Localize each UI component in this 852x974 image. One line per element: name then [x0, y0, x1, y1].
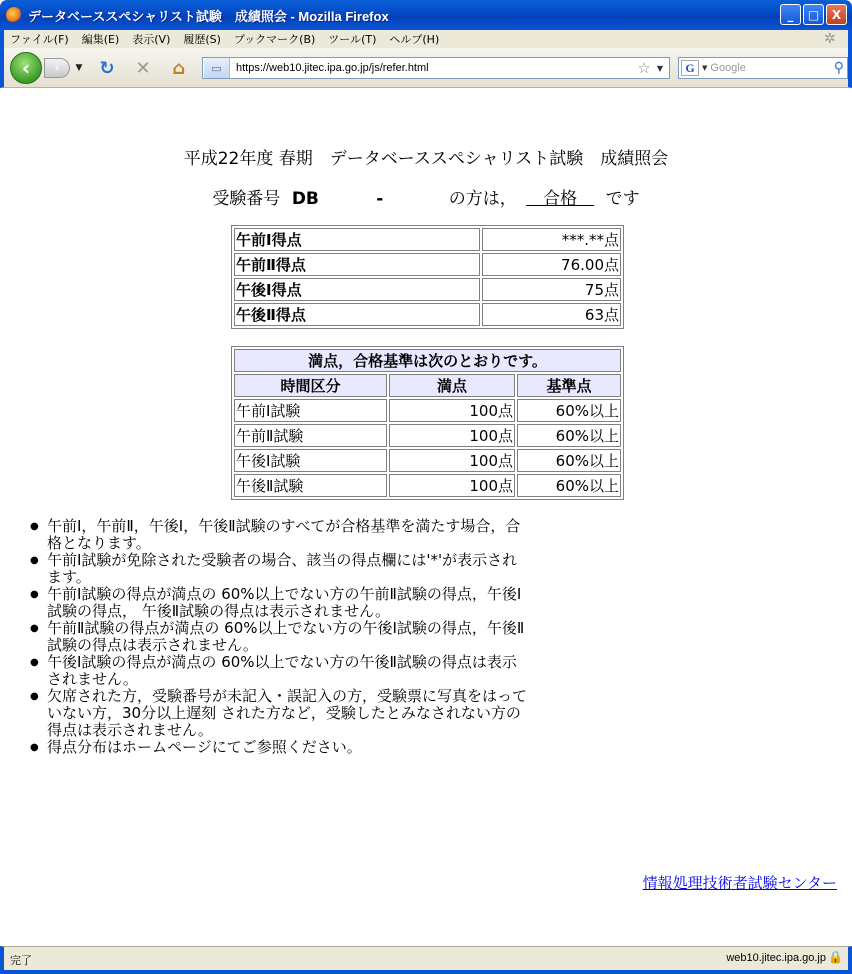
- score-label: 午後Ⅱ得点: [234, 303, 480, 326]
- standards-table: [231, 346, 624, 500]
- url-dropdown-icon[interactable]: ▼: [656, 63, 663, 73]
- table-row: [234, 399, 621, 422]
- table-row: [234, 278, 621, 301]
- status-text: 完了: [10, 955, 32, 967]
- home-icon[interactable]: ⌂: [172, 57, 186, 79]
- section-cell: 午前Ⅰ試験: [234, 399, 387, 422]
- menu-bar: [0, 30, 852, 48]
- column-header: 満点: [389, 374, 515, 397]
- table-row: [234, 474, 621, 497]
- score-value: 63点: [482, 303, 621, 326]
- pass-criteria-cell: 60%以上: [517, 474, 621, 497]
- page-title: 平成22年度 春期 データベーススペシャリスト試験 成績照会: [183, 149, 669, 169]
- page-content: [4, 88, 848, 946]
- url-text[interactable]: https://web10.jitec.ipa.go.jp/js/refer.html: [236, 62, 429, 74]
- pass-criteria-cell: 60%以上: [517, 399, 621, 422]
- score-value: 75点: [482, 278, 621, 301]
- column-header: 時間区分: [234, 374, 387, 397]
- google-engine-icon[interactable]: G: [681, 60, 699, 76]
- score-table: [231, 225, 624, 329]
- table-caption-row: [234, 349, 621, 372]
- jitec-home-link[interactable]: 情報処理技術者試験センター: [642, 874, 837, 892]
- list-item: ● 午前Ⅰ試験が免除された受験者の場合、該当の得点欄には'*'が表示されます。: [30, 552, 530, 586]
- history-dropdown-icon[interactable]: ▼: [75, 63, 83, 73]
- lock-icon[interactable]: 🔒: [828, 950, 843, 964]
- firefox-icon: [6, 7, 22, 23]
- notes-list: [30, 518, 530, 756]
- list-item: ● 午前Ⅰ，午前Ⅱ，午後Ⅰ，午後Ⅱ試験のすべてが合格基準を満たす場合，合格となります。: [30, 518, 530, 552]
- minimize-button[interactable]: _: [780, 4, 801, 25]
- menu-history[interactable]: 履歴(S): [183, 33, 221, 46]
- list-item: ● 午前Ⅱ試験の得点が満点の 60%以上でない方の午後Ⅰ試験の得点，午後Ⅱ試験の得点は表示されません。: [30, 620, 530, 654]
- search-engine-dropdown-icon[interactable]: ▼: [702, 64, 708, 72]
- section-cell: 午後Ⅱ試験: [234, 474, 387, 497]
- maximize-button[interactable]: □: [803, 4, 824, 25]
- section-cell: 午後Ⅰ試験: [234, 449, 387, 472]
- bookmark-star-icon[interactable]: ☆: [637, 59, 651, 77]
- score-label: 午後Ⅰ得点: [234, 278, 480, 301]
- forward-arrow-icon[interactable]: ›: [44, 58, 70, 78]
- back-arrow-icon[interactable]: ‹: [10, 52, 42, 84]
- table-row: [234, 424, 621, 447]
- result-prefix: 受験番号: [212, 189, 281, 209]
- score-label: 午前Ⅰ得点: [234, 228, 480, 251]
- result-line: [4, 184, 848, 209]
- page-icon[interactable]: ▭: [204, 58, 230, 78]
- exam-id-dash: -: [376, 189, 384, 209]
- reload-icon[interactable]: ↻: [99, 57, 115, 79]
- table-header-row: [234, 374, 621, 397]
- standards-caption: 満点，合格基準は次のとおりです。: [234, 349, 621, 372]
- list-item: ● 欠席された方，受験番号が未記入・誤記入の方，受験票に写真をはっていない方，30分以上遅刻 された方など，受験したとみなされない方の得点は表示されません。: [30, 688, 530, 739]
- full-score-cell: 100点: [389, 399, 515, 422]
- stop-icon[interactable]: ✕: [135, 57, 151, 79]
- search-bar[interactable]: [678, 57, 848, 79]
- score-value: 76.00点: [482, 253, 621, 276]
- menu-bookmarks[interactable]: ブックマーク(B): [233, 33, 316, 46]
- status-host: web10.jitec.ipa.go.jp: [726, 952, 826, 964]
- navigation-toolbar: [0, 48, 852, 88]
- search-icon[interactable]: ⚲: [833, 60, 844, 76]
- list-item: ● 得点分布はホームページにてご参照ください。: [30, 739, 530, 756]
- table-row: [234, 228, 621, 251]
- menu-edit[interactable]: 編集(E): [81, 33, 120, 46]
- menu-file[interactable]: ファイル(F): [10, 33, 69, 46]
- menu-help[interactable]: ヘルプ(H): [389, 33, 440, 46]
- result-middle: の方は，: [448, 189, 517, 209]
- score-label: 午前Ⅱ得点: [234, 253, 480, 276]
- table-row: [234, 253, 621, 276]
- pass-criteria-cell: 60%以上: [517, 449, 621, 472]
- section-cell: 午前Ⅱ試験: [234, 424, 387, 447]
- menu-view[interactable]: 表示(V): [132, 33, 171, 46]
- pass-criteria-cell: 60%以上: [517, 424, 621, 447]
- score-value: ***.**点: [482, 228, 621, 251]
- pass-status: 合格: [526, 189, 595, 209]
- search-input[interactable]: Google: [710, 62, 746, 74]
- full-score-cell: 100点: [389, 474, 515, 497]
- table-row: [234, 303, 621, 326]
- menu-tools[interactable]: ツール(T): [328, 33, 377, 46]
- table-row: [234, 449, 621, 472]
- full-score-cell: 100点: [389, 449, 515, 472]
- throbber-icon: ✲: [824, 31, 836, 47]
- window-title: データベーススペシャリスト試験 成績照会 - Mozilla Firefox: [28, 8, 389, 24]
- window-titlebar: [0, 0, 852, 30]
- url-bar[interactable]: [202, 57, 670, 79]
- list-item: ● 午前Ⅰ試験の得点が満点の 60%以上でない方の午前Ⅱ試験の得点，午後Ⅰ試験の得点， 午後Ⅱ試験の得点は表示されません。: [30, 586, 530, 620]
- close-button[interactable]: X: [826, 4, 847, 25]
- full-score-cell: 100点: [389, 424, 515, 447]
- column-header: 基準点: [517, 374, 621, 397]
- exam-id-prefix: DB: [291, 189, 319, 209]
- status-bar: [0, 946, 852, 974]
- list-item: ● 午後Ⅰ試験の得点が満点の 60%以上でない方の午後Ⅱ試験の得点は表示されません。: [30, 654, 530, 688]
- result-suffix: です: [605, 189, 640, 209]
